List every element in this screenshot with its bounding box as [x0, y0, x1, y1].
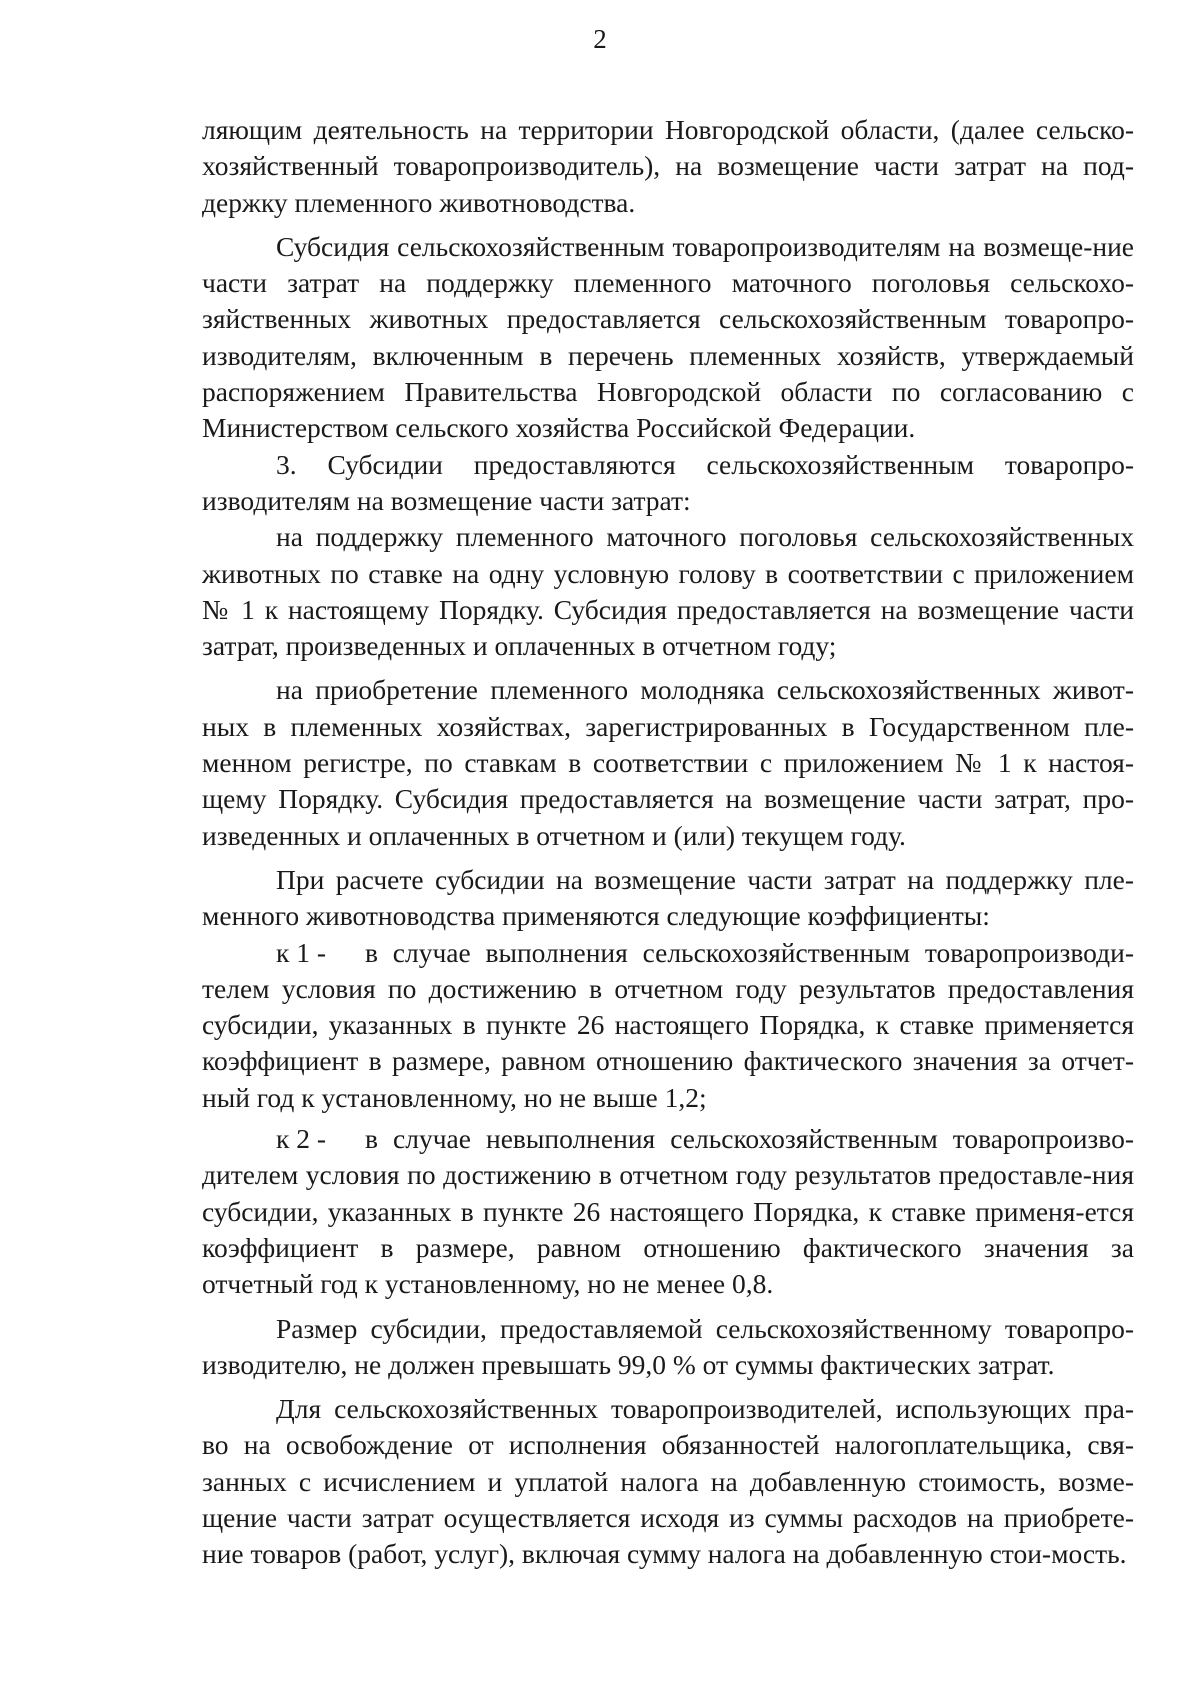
coefficient-k1-label: к 1 - — [276, 936, 327, 968]
paragraph-coefficients-intro: При расчете субсидии на возмещение части затрат на поддержку пле-менного животноводства применяются следующие коэффициенты: — [202, 863, 1134, 932]
paragraph-young-stock: на приобретение племенного молодняка сельскохозяйственных живот-ных в племенных хозяйствах, зарегистрированных в Государственном пле-менном регистре, по ставкам в соответствии с приложением № 1 к настоя-щему Порядку. Субсидия предоставляется на возмещение части затрат, про-изведенных и оплаченных в отчетном и (или) текущем году. — [202, 674, 1134, 851]
coefficient-k2-text: в случае невыполнения сельскохозяйственным товаропроизво-дителем условия по достижению в отчетном году результатов предоставле-ния субсидии, указанных в пункте 26 настоящего Порядка, к ставке применя-ется коэффициент в размере, равном отношению фактического значения за отчетный год к установленному, но не менее 0,8. — [202, 1123, 1134, 1300]
paragraph-subsidy-limit: Размер субсидии, предоставляемой сельскохозяйственному товаропро-изводителю, не должен превышать 99,0 % от суммы фактических затрат. — [202, 1312, 1134, 1380]
coefficient-k2 — [202, 1121, 1134, 1302]
coefficient-k1 — [202, 935, 1134, 1116]
paragraph-item-3: 3. Субсидии предоставляются сельскохозяйственным товаропро-изводителям на возмещение части затрат: — [202, 448, 1134, 516]
paragraph-vat-exemption: Для сельскохозяйственных товаропроизводителей, использующих пра-во на освобождение от исполнения обязанностей налогоплательщика, свя-занных с исчислением и уплатой налога на добавленную стоимость, возме-щение части затрат осуществляется исходя из суммы расходов на приобрете-ние товаров (работ, услуг), включая сумму налога на добавленную стои-мость. — [202, 1393, 1134, 1570]
page-number: 2 — [593, 24, 607, 54]
document-body — [202, 112, 1134, 1573]
coefficient-k2-label: к 2 - — [276, 1123, 327, 1155]
paragraph-breeding-stock: на поддержку племенного маточного поголовья сельскохозяйственных животных по ставке на одну условную голову в соответствии с приложением № 1 к настоящему Порядку. Субсидия предоставляется на возмещение части затрат, произведенных и оплаченных в отчетном году; — [202, 521, 1134, 662]
coefficient-k1-text: в случае выполнения сельскохозяйственным товаропроизводи-телем условия по достижению в отчетном году результатов предоставления субсидии, указанных в пункте 26 настоящего Порядка, к ставке применяется коэффициент в размере, равном отношению фактического значения за отчет-ный год к установленному, но не выше 1,2; — [202, 936, 1134, 1113]
paragraph-continuation: ляющим деятельность на территории Новгородской области, (далее сельско-хозяйственный товаропроизводитель), на возмещение части затрат на под-держку племенного животноводства. — [202, 114, 1134, 218]
paragraph-subsidy-breeding: Субсидия сельскохозяйственным товаропроизводителям на возмеще-ние части затрат на поддержку племенного маточного поголовья сельскохо-зяйственных животных предоставляется сельскохозяйственным товаропро-изводителям, включенным в перечень племенных хозяйств, утверждаемый распоряжением Правительства Новгородской области по согласованию с Министерством сельского хозяйства Российской Федерации. — [202, 230, 1134, 444]
